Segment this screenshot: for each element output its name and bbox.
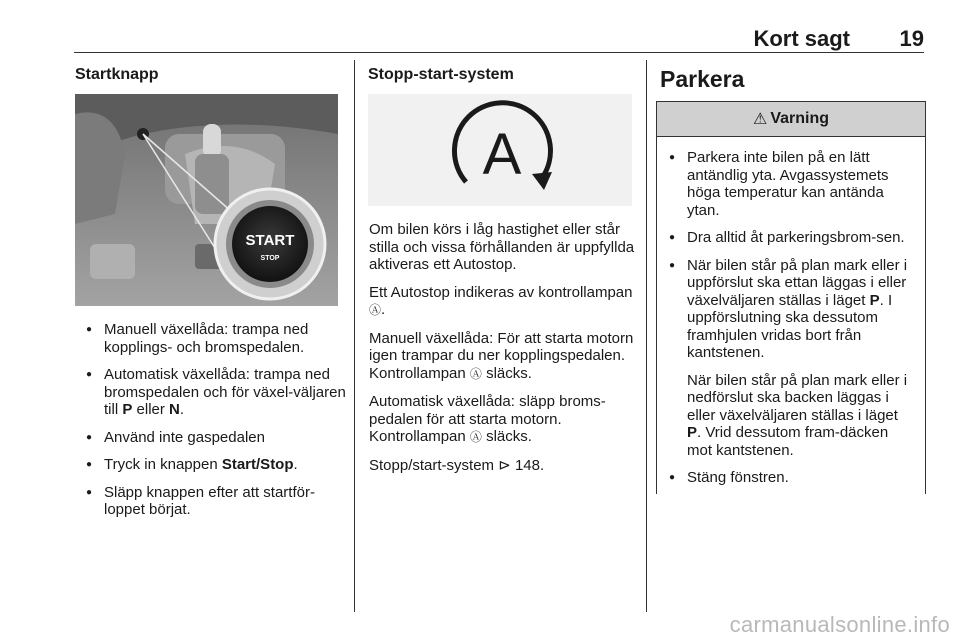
parking-list xyxy=(669,149,915,487)
heading-stopp-start: Stopp-start-system xyxy=(368,66,514,83)
list-item: ● När bilen står på plan mark eller i uppförslut ska ettan läggas i eller växelväljaren ställas i läget P. I uppförslutning ska dessutom framhjulen vridas bort från kantstenen. När bilen står på plan mark eller i nedförslut ska backen läggas i eller växelväljaren ställas i läget P. Vrid dessutom fram-däcken mot kantstenen. xyxy=(669,257,915,460)
list-item: ● Stäng fönstren. xyxy=(669,469,915,487)
column-divider-2 xyxy=(646,60,647,612)
column-divider-1 xyxy=(354,60,355,612)
autostop-symbol xyxy=(368,94,632,206)
list-item: ● Dra alltid åt parkeringsbrom-sen. xyxy=(669,229,915,247)
warning-title: Varning xyxy=(770,110,830,127)
running-title: Kort sagt xyxy=(753,26,850,51)
header-rule xyxy=(74,52,924,53)
warning-header xyxy=(657,102,925,137)
dashboard-illustration xyxy=(75,94,338,306)
start-label: START xyxy=(245,232,295,249)
list-item: ● Parkera inte bilen på en lätt antändlig yta. Avgassystemets höga temperatur kan antända ytan. xyxy=(669,149,915,219)
autostop-lamp-icon: Ⓐ xyxy=(369,303,382,317)
paragraph: Automatisk växellåda: släpp broms-pedalen för att starta motorn. Kontrollampan Ⓐ släcks. xyxy=(369,393,606,445)
list-item: ● Automatisk växellåda: trampa ned bromspedalen och för växel-väljaren till P eller N. xyxy=(86,366,350,419)
autostop-lamp-icon: Ⓐ xyxy=(469,366,482,381)
start-button-photo xyxy=(75,94,338,306)
autostop-icon xyxy=(368,94,632,206)
start-steps-list xyxy=(86,321,350,529)
page-number: 19 xyxy=(899,26,924,51)
list-item: ● Använd inte gaspedalen xyxy=(86,429,350,447)
stop-label: STOP xyxy=(260,255,280,262)
sub-paragraph: När bilen står på plan mark eller i nedförslut ska backen läggas i eller växelväljaren ställas i läget P. Vrid dessutom fram-däcken mot kantstenen. xyxy=(687,371,908,459)
list-item: ● Släpp knappen efter att startför-loppet börjat. xyxy=(86,484,350,519)
heading-startknapp: Startknapp xyxy=(75,66,159,83)
page-ref[interactable]: 148 xyxy=(514,456,540,474)
watermark: carmanualsonline.info xyxy=(729,612,950,637)
warning-box xyxy=(656,101,926,494)
paragraph: Stopp/start-system ⊳ 148. xyxy=(369,456,545,474)
list-item: ● Tryck in knappen Start/Stop. xyxy=(86,456,350,474)
paragraph: Ett Autostop indikeras av kontrollampan Ⓐ. xyxy=(369,283,633,318)
page-ref-arrow-icon: ⊳ xyxy=(498,456,511,474)
autostop-letter: A xyxy=(482,122,522,187)
list-item: ● Manuell växellåda: trampa ned kopplings- och bromspedalen. xyxy=(86,321,350,356)
stopp-start-text xyxy=(369,221,635,484)
warning-triangle-icon: ⚠ xyxy=(752,111,768,128)
paragraph: Om bilen körs i låg hastighet eller står stilla och vissa förhållanden är uppfyllda aktiveras ett Autostop. xyxy=(369,221,635,273)
paragraph: Manuell växellåda: För att starta motorn igen trampar du ner kopplingspedalen. Kontrollampan Ⓐ släcks. xyxy=(369,329,634,382)
autostop-lamp-icon: Ⓐ xyxy=(469,430,482,444)
heading-parkera: Parkera xyxy=(660,66,745,92)
